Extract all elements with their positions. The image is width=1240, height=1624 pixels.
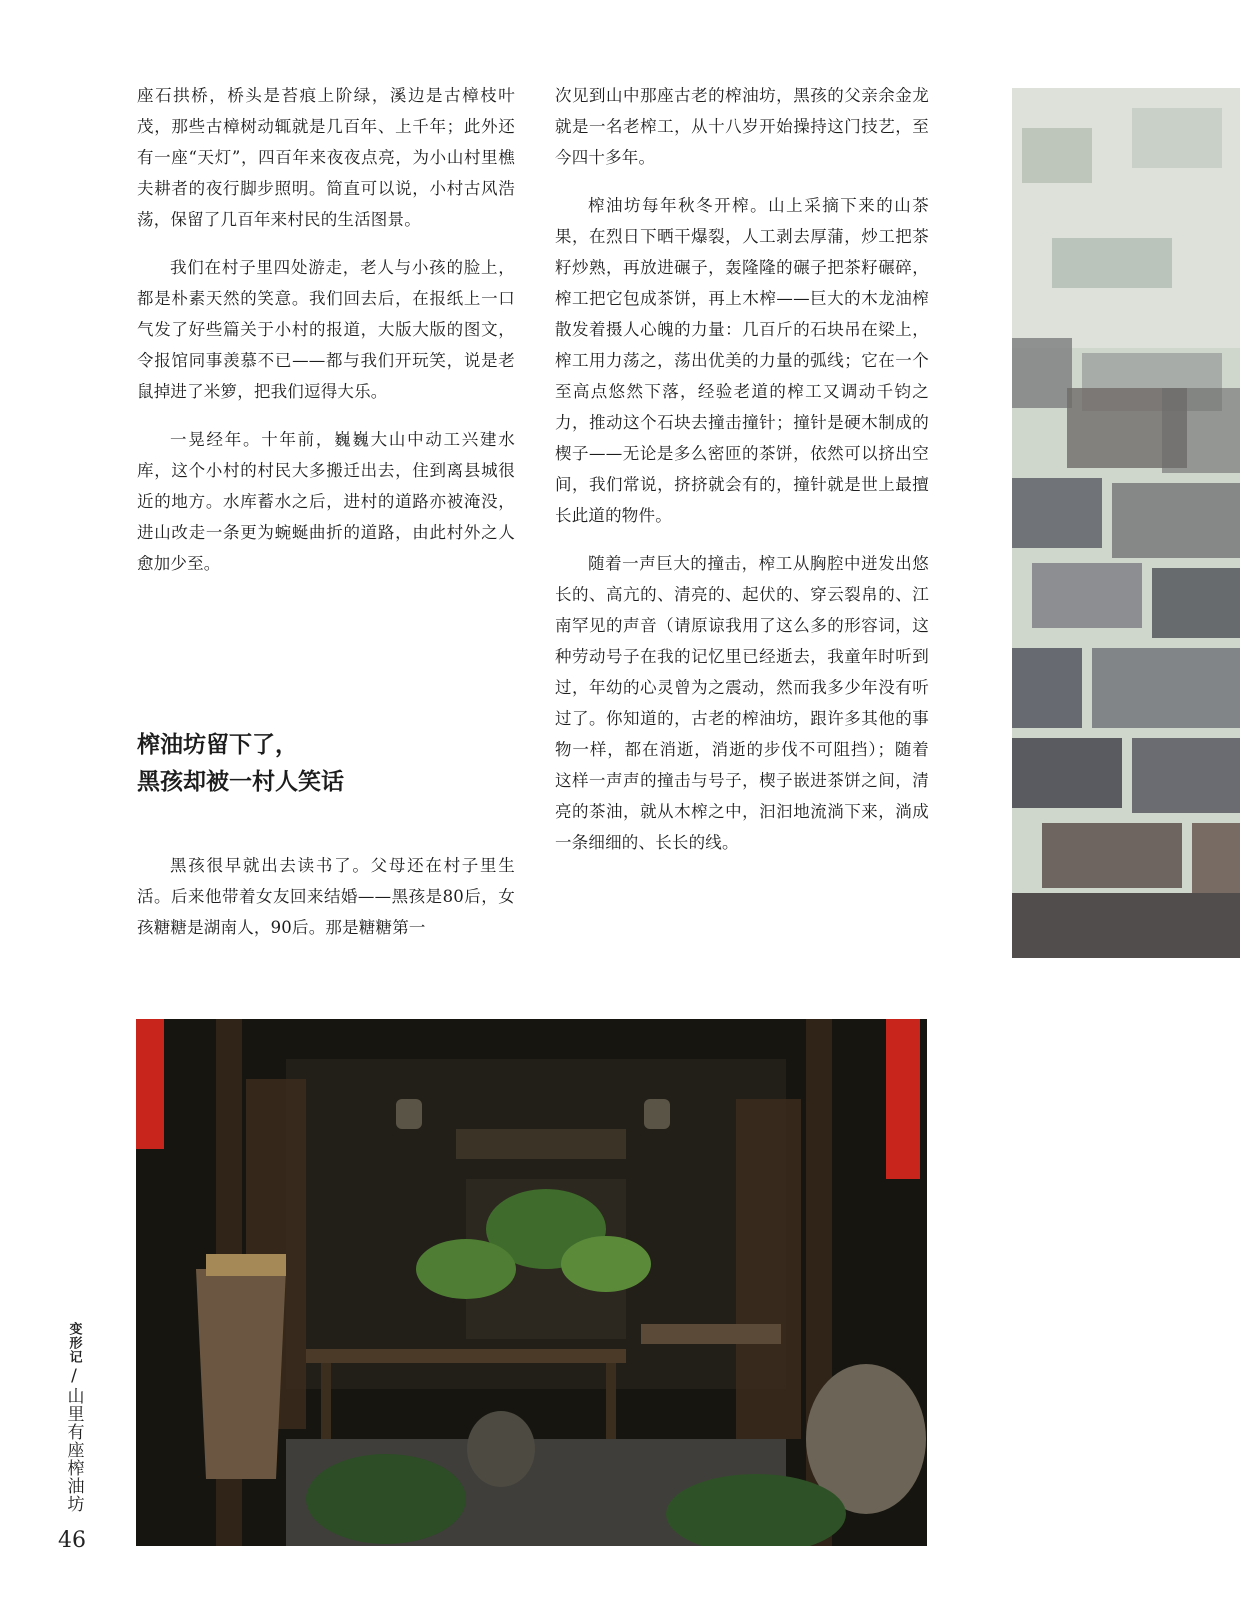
paragraph: 榨油坊每年秋冬开榨。山上采摘下来的山茶果，在烈日下晒干爆裂，人工剥去厚蒲，炒工把茶籽炒熟，再放进碾子，轰隆隆的碾子把茶籽碾碎，榨工把它包成茶饼，再上木榨——巨大的木龙油榨散发着摄人心魄的力量：几百斤的石块吊在梁上，榨工用力荡之，荡出优美的力量的弧线；它在一个至高点悠然下落，经验老道的榨工又调动千钧之力，推动这个石块去撞击撞针；撞针是硬木制成的楔子——无论是多么密匝的茶饼，依然可以挤出空间，我们常说，挤挤就会有的，撞针就是世上最擅长此道的物件。 xyxy=(555,196,929,525)
wall-photo xyxy=(1012,88,1240,958)
article-title: 山里有座榨油坊 xyxy=(63,1387,84,1513)
magazine-name: 变形记 xyxy=(66,1322,82,1364)
paragraph: 次见到山中那座古老的榨油坊，黑孩的父亲余金龙就是一名老榨工，从十八岁开始操持这门技艺，至今四十多年。 xyxy=(555,86,929,167)
paragraph: 我们在村子里四处游走，老人与小孩的脸上，都是朴素天然的笑意。我们回去后，在报纸上一口气发了好些篇关于小村的报道，大版大版的图文，令报馆同事羡慕不已——都与我们开玩笑，说是老鼠掉进了米箩，把我们逗得大乐。 xyxy=(137,258,515,401)
running-footer xyxy=(58,1322,90,1513)
page-number: 46 xyxy=(58,1528,86,1553)
section-heading-line-1: 榨油坊留下了， xyxy=(137,732,298,758)
paragraph: 一晃经年。十年前，巍巍大山中动工兴建水库，这个小村的村民大多搬迁出去，住到离县城很近的地方。水库蓄水之后，进村的道路亦被淹没，进山改走一条更为蜿蜒曲折的道路，由此村外之人愈加少至。 xyxy=(137,430,515,573)
footer-separator: / xyxy=(71,1366,77,1386)
right-text-column xyxy=(555,80,929,875)
paragraph: 随着一声巨大的撞击，榨工从胸腔中迸发出悠长的、高亢的、清亮的、起伏的、穿云裂帛的、江南罕见的声音（请原谅我用了这么多的形容词，这种劳动号子在我的记忆里已经逝去，我童年时听到过，年幼的心灵曾为之震动，然而我多少年没有听过了。你知道的，古老的榨油坊，跟许多其他的事物一样，都在消逝，消逝的步伐不可阻挡）；随着这样一声声的撞击与号子，楔子嵌进茶饼之间，清亮的茶油，就从木榨之中，汩汩地流淌下来，淌成一条细细的、长长的线。 xyxy=(555,554,929,852)
left-text-column-continued xyxy=(137,850,515,960)
paragraph: 座石拱桥，桥头是苔痕上阶绿，溪边是古樟枝叶茂，那些古樟树动辄就是几百年、上千年；此外还有一座“天灯”，四百年来夜夜点亮，为小山村里樵夫耕者的夜行脚步照明。简直可以说，小村古风浩荡，保留了几百年来村民的生活图景。 xyxy=(137,86,515,229)
section-heading-line-2: 黑孩却被一村人笑话 xyxy=(137,769,344,795)
left-text-column xyxy=(137,80,515,596)
section-heading xyxy=(137,727,517,801)
courtyard-photo xyxy=(136,1019,927,1546)
paragraph: 黑孩很早就出去读书了。父母还在村子里生活。后来他带着女友回来结婚——黑孩是80后，女孩糖糖是湖南人，90后。那是糖糖第一 xyxy=(137,856,515,937)
